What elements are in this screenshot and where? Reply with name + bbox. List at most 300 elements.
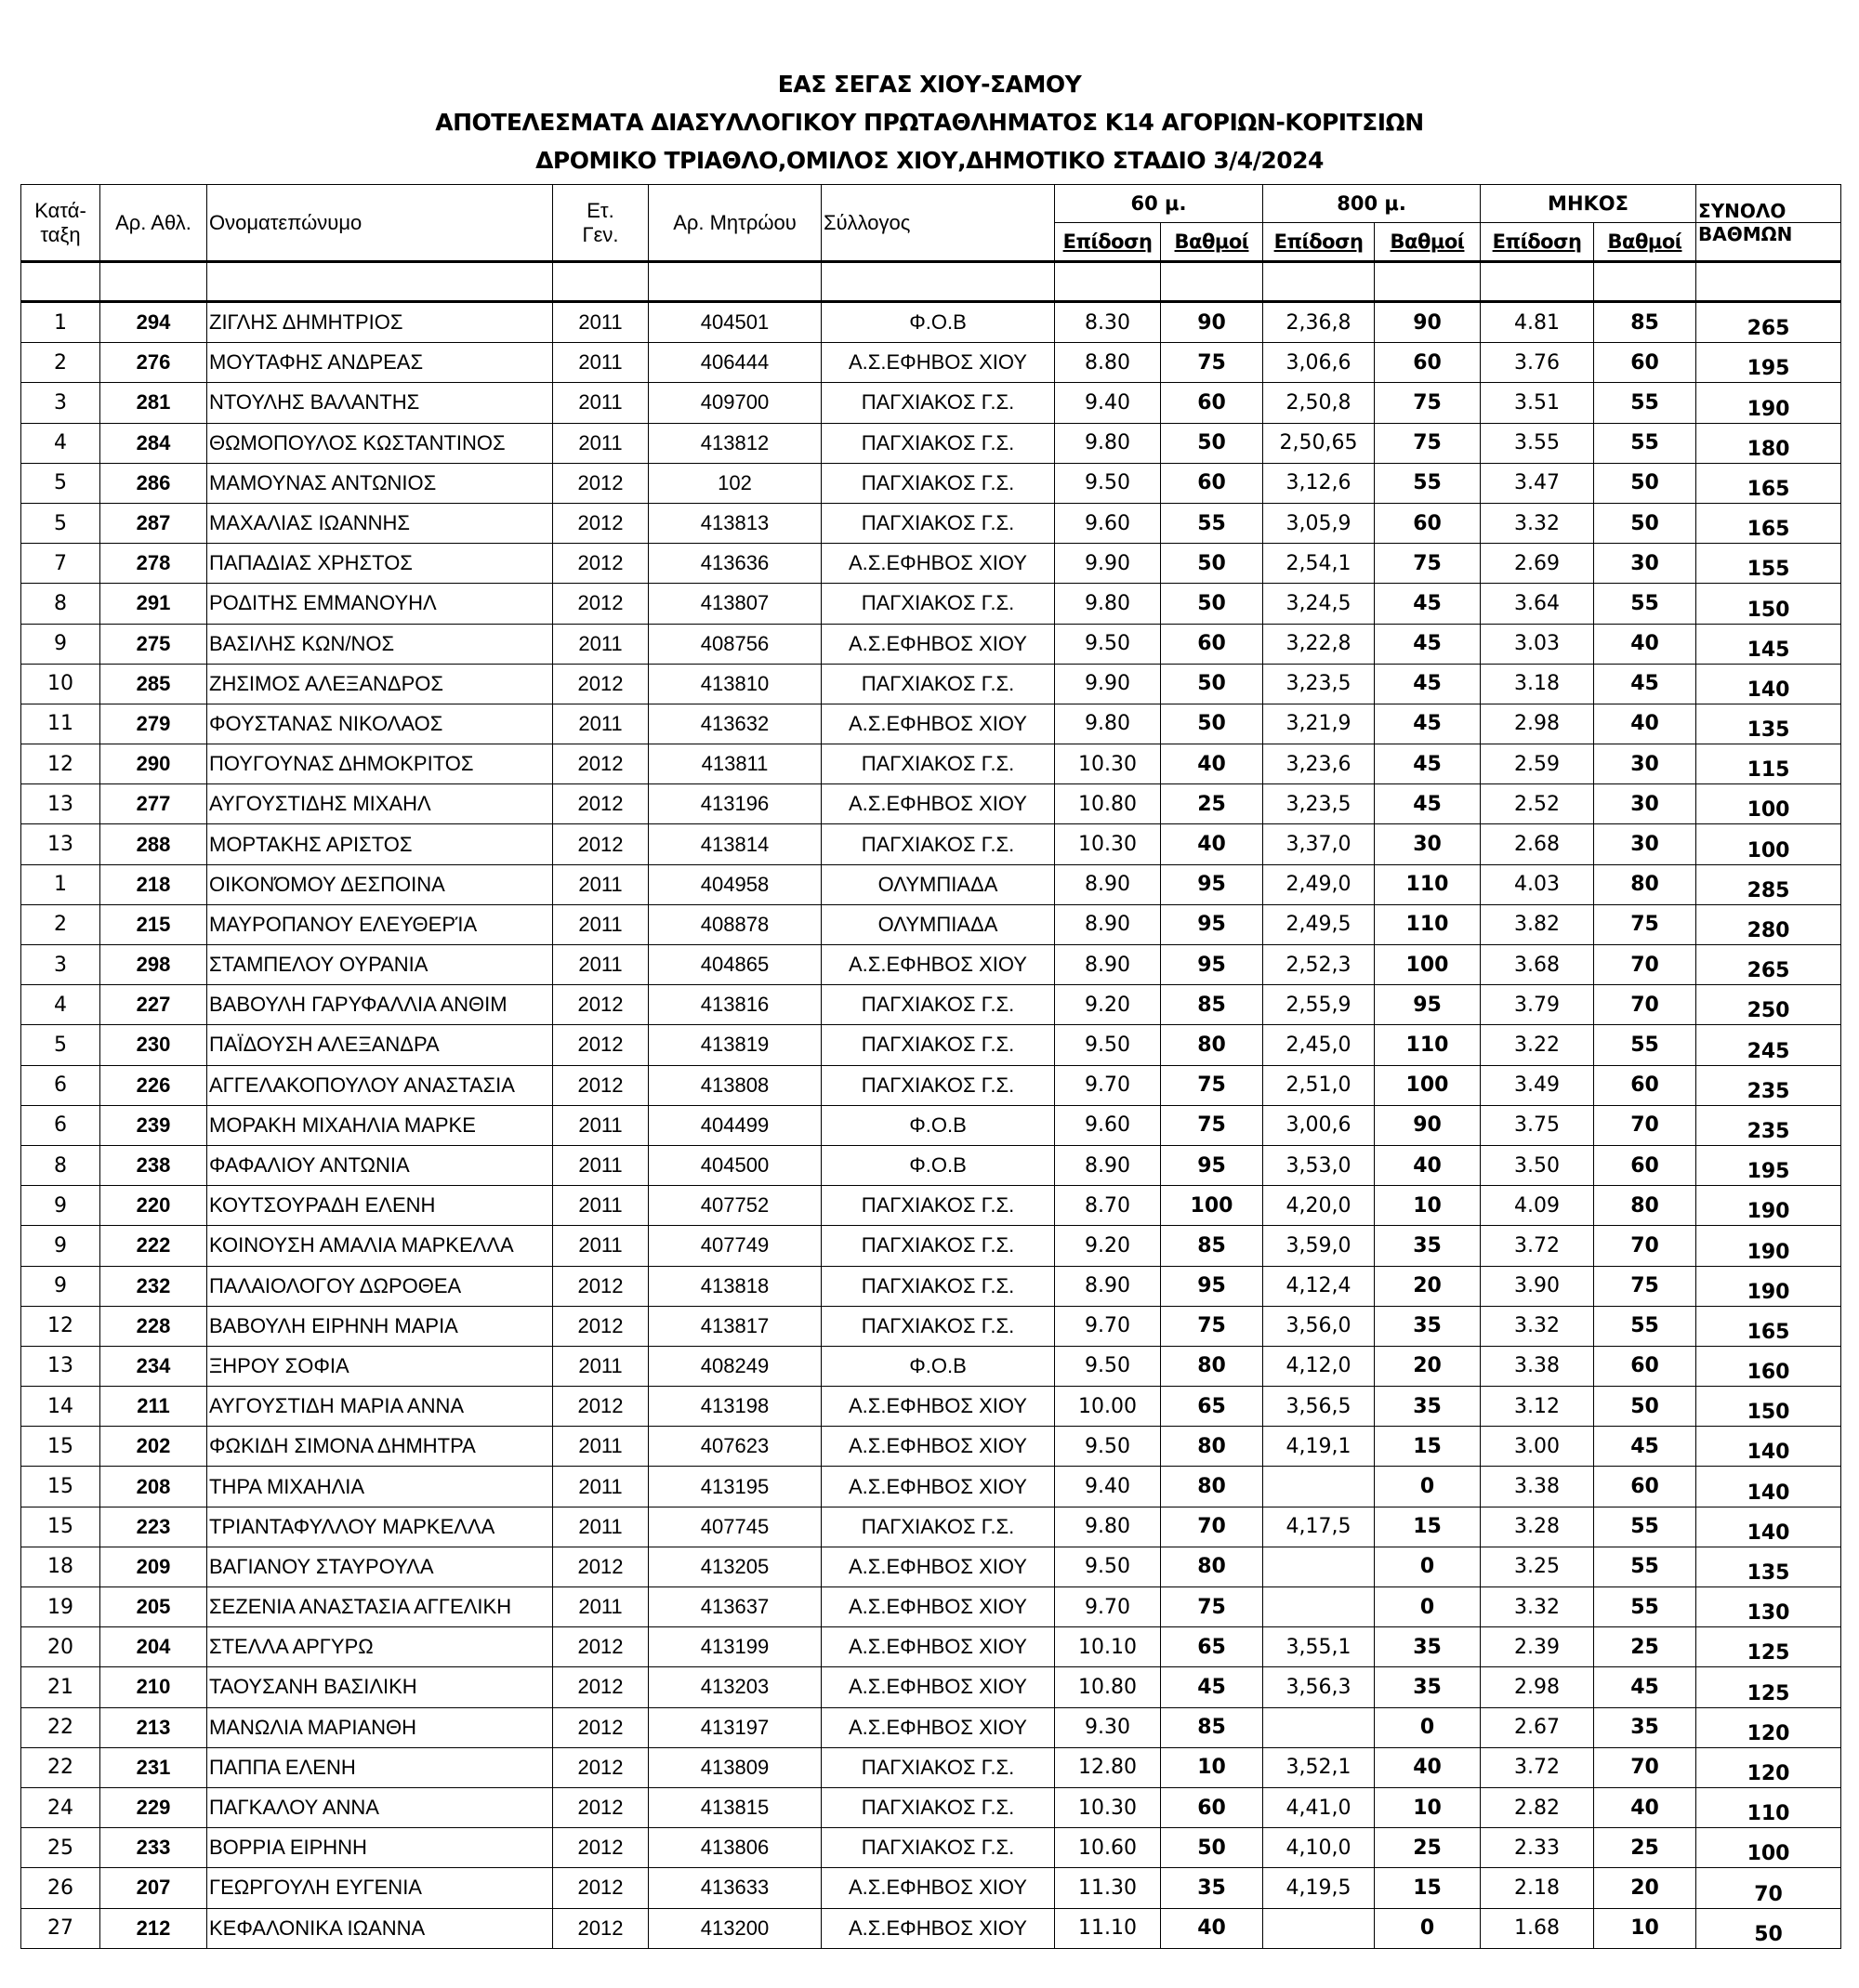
registry-number-cell: 413814 <box>649 824 822 864</box>
rank-cell: 15 <box>21 1427 100 1467</box>
total-points-cell: 140 <box>1696 1507 1841 1547</box>
long-jump-performance-cell: 2.68 <box>1481 824 1594 864</box>
birth-year-cell: 2012 <box>553 503 649 543</box>
sprint-60m-performance-cell: 9.50 <box>1055 463 1161 503</box>
club-cell: Φ.Ο.Β <box>822 1145 1055 1185</box>
athlete-number-cell: 229 <box>100 1787 207 1827</box>
long-jump-points-cell: 45 <box>1594 1667 1696 1707</box>
long-jump-points-cell: 25 <box>1594 1627 1696 1667</box>
club-cell: ΠΑΓΧΙΑΚΟΣ Γ.Σ. <box>822 664 1055 704</box>
sprint-60m-performance-cell: 9.50 <box>1055 1547 1161 1586</box>
athlete-number-cell: 227 <box>100 985 207 1025</box>
club-cell: Φ.Ο.Β <box>822 302 1055 343</box>
header-row-main <box>21 185 1841 223</box>
birth-year-cell: 2012 <box>553 1065 649 1105</box>
long-jump-performance-cell: 2.98 <box>1481 704 1594 744</box>
sprint-60m-performance-cell: 9.80 <box>1055 1507 1161 1547</box>
header-800m-points: Βαθμοί <box>1375 223 1481 262</box>
long-jump-points-cell: 55 <box>1594 1587 1696 1627</box>
run-800m-performance-cell: 3,05,9 <box>1263 503 1375 543</box>
club-cell: Α.Σ.ΕΦΗΒΟΣ ΧΙΟΥ <box>822 1667 1055 1707</box>
run-800m-points-cell: 40 <box>1375 1747 1481 1787</box>
registry-number-cell: 413807 <box>649 584 822 624</box>
run-800m-points-cell: 110 <box>1375 864 1481 904</box>
sprint-60m-performance-cell: 9.80 <box>1055 704 1161 744</box>
run-800m-points-cell: 0 <box>1375 1467 1481 1507</box>
athlete-number-cell: 291 <box>100 584 207 624</box>
run-800m-points-cell: 45 <box>1375 784 1481 824</box>
athlete-number-cell: 294 <box>100 302 207 343</box>
sprint-60m-performance-cell: 9.20 <box>1055 1226 1161 1266</box>
rank-cell: 4 <box>21 985 100 1025</box>
long-jump-performance-cell: 3.12 <box>1481 1387 1594 1427</box>
athlete-number-cell: 231 <box>100 1747 207 1787</box>
sprint-60m-points-cell: 60 <box>1161 383 1263 423</box>
header-total-line1: ΣΥΝΟΛΟ <box>1696 185 1841 223</box>
run-800m-performance-cell: 3,23,5 <box>1263 784 1375 824</box>
total-points-cell: 125 <box>1696 1667 1841 1707</box>
run-800m-points-cell: 75 <box>1375 423 1481 463</box>
club-cell: ΟΛΥΜΠΙΑΔΑ <box>822 864 1055 904</box>
athlete-name-cell: ΚΕΦΑΛΟΝΙΚΑ ΙΩΑΝΝΑ <box>207 1908 553 1948</box>
rank-cell: 2 <box>21 904 100 944</box>
long-jump-points-cell: 60 <box>1594 343 1696 383</box>
sprint-60m-points-cell: 40 <box>1161 1908 1263 1948</box>
header-long-jump-performance: Επίδοση <box>1481 223 1594 262</box>
total-points-cell: 235 <box>1696 1105 1841 1145</box>
rank-cell: 13 <box>21 824 100 864</box>
registry-number-cell: 413808 <box>649 1065 822 1105</box>
long-jump-points-cell: 50 <box>1594 503 1696 543</box>
header-60m-performance: Επίδοση <box>1055 223 1161 262</box>
run-800m-performance-cell: 3,00,6 <box>1263 1105 1375 1145</box>
rank-cell: 14 <box>21 1387 100 1427</box>
sprint-60m-performance-cell: 9.60 <box>1055 503 1161 543</box>
run-800m-points-cell: 10 <box>1375 1186 1481 1226</box>
registry-number-cell: 404500 <box>649 1145 822 1185</box>
registry-number-cell: 413813 <box>649 503 822 543</box>
birth-year-cell: 2011 <box>553 1507 649 1547</box>
rank-cell: 3 <box>21 945 100 985</box>
athlete-number-cell: 288 <box>100 824 207 864</box>
run-800m-performance-cell: 2,51,0 <box>1263 1065 1375 1105</box>
long-jump-performance-cell: 4.81 <box>1481 302 1594 343</box>
registry-number-cell: 407752 <box>649 1186 822 1226</box>
long-jump-points-cell: 75 <box>1594 1266 1696 1306</box>
birth-year-cell: 2011 <box>553 1427 649 1467</box>
sprint-60m-points-cell: 85 <box>1161 1226 1263 1266</box>
header-long-jump-points: Βαθμοί <box>1594 223 1696 262</box>
athlete-name-cell: ΑΥΓΟΥΣΤΙΔΗΣ ΜΙΧΑΗΛ <box>207 784 553 824</box>
run-800m-points-cell: 95 <box>1375 985 1481 1025</box>
long-jump-performance-cell: 3.22 <box>1481 1025 1594 1065</box>
rank-cell: 26 <box>21 1868 100 1908</box>
birth-year-cell: 2012 <box>553 1627 649 1667</box>
club-cell: ΠΑΓΧΙΑΚΟΣ Γ.Σ. <box>822 1065 1055 1105</box>
sprint-60m-performance-cell: 8.90 <box>1055 904 1161 944</box>
long-jump-points-cell: 60 <box>1594 1145 1696 1185</box>
long-jump-performance-cell: 3.68 <box>1481 945 1594 985</box>
birth-year-cell: 2012 <box>553 1667 649 1707</box>
rank-cell: 5 <box>21 503 100 543</box>
long-jump-performance-cell: 2.59 <box>1481 744 1594 784</box>
birth-year-cell: 2012 <box>553 824 649 864</box>
registry-number-cell: 404958 <box>649 864 822 904</box>
total-points-cell: 195 <box>1696 343 1841 383</box>
sprint-60m-performance-cell: 9.60 <box>1055 1105 1161 1145</box>
sprint-60m-performance-cell: 10.60 <box>1055 1828 1161 1868</box>
table-row <box>21 784 1841 824</box>
athlete-name-cell: ΜΑΥΡΟΠΑΝΟΥ ΕΛΕΥΘΕΡΊΑ <box>207 904 553 944</box>
athlete-name-cell: ΠΟΥΓΟΥΝΑΣ ΔΗΜΟΚΡΙΤΟΣ <box>207 744 553 784</box>
birth-year-cell: 2012 <box>553 544 649 584</box>
table-row <box>21 423 1841 463</box>
sprint-60m-performance-cell: 9.50 <box>1055 1427 1161 1467</box>
athlete-name-cell: ΤΗΡΑ ΜΙΧΑΗΛΙΑ <box>207 1467 553 1507</box>
title-championship: ΑΠΟΤΕΛΕΣΜΑΤΑ ΔΙΑΣΥΛΛΟΓΙΚΟΥ ΠΡΩΤΑΘΛΗΜΑΤΟΣ Κ14 ΑΓΟΡΙΩΝ-ΚΟΡΙΤΣΙΩΝ <box>435 109 1424 136</box>
run-800m-points-cell: 10 <box>1375 1787 1481 1827</box>
total-points-cell: 190 <box>1696 1266 1841 1306</box>
club-cell: ΠΑΓΧΙΑΚΟΣ Γ.Σ. <box>822 744 1055 784</box>
table-row <box>21 1908 1841 1948</box>
total-points-cell: 120 <box>1696 1747 1841 1787</box>
sprint-60m-performance-cell: 9.40 <box>1055 1467 1161 1507</box>
rank-cell: 7 <box>21 544 100 584</box>
club-cell: Α.Σ.ΕΦΗΒΟΣ ΧΙΟΥ <box>822 343 1055 383</box>
sprint-60m-performance-cell: 10.30 <box>1055 744 1161 784</box>
sprint-60m-points-cell: 55 <box>1161 503 1263 543</box>
sprint-60m-points-cell: 95 <box>1161 864 1263 904</box>
table-row <box>21 904 1841 944</box>
athlete-number-cell: 230 <box>100 1025 207 1065</box>
sprint-60m-performance-cell: 9.70 <box>1055 1587 1161 1627</box>
birth-year-cell: 2011 <box>553 1226 649 1266</box>
run-800m-points-cell: 60 <box>1375 503 1481 543</box>
athlete-number-cell: 234 <box>100 1346 207 1386</box>
title-event-venue: ΔΡΟΜΙΚΟ ΤΡΙΑΘΛΟ,ΟΜΙΛΟΣ ΧΙΟΥ,ΔΗΜΟΤΙΚΟ ΣΤΑΔΙΟ 3/4/2024 <box>535 147 1324 174</box>
table-row <box>21 302 1841 343</box>
long-jump-points-cell: 30 <box>1594 784 1696 824</box>
total-points-cell: 110 <box>1696 1787 1841 1827</box>
club-cell: Α.Σ.ΕΦΗΒΟΣ ΧΙΟΥ <box>822 1387 1055 1427</box>
run-800m-performance-cell: 2,50,65 <box>1263 423 1375 463</box>
long-jump-points-cell: 70 <box>1594 1105 1696 1145</box>
long-jump-performance-cell: 2.82 <box>1481 1787 1594 1827</box>
athlete-number-cell: 238 <box>100 1145 207 1185</box>
athlete-name-cell: ΠΑΠΠΑ ΕΛΕΝΗ <box>207 1747 553 1787</box>
sprint-60m-points-cell: 95 <box>1161 945 1263 985</box>
table-row <box>21 1828 1841 1868</box>
run-800m-performance-cell: 4,17,5 <box>1263 1507 1375 1547</box>
sprint-60m-performance-cell: 12.80 <box>1055 1747 1161 1787</box>
title-federation: ΕΑΣ ΣΕΓΑΣ ΧΙΟΥ-ΣΑΜΟΥ <box>777 71 1082 98</box>
long-jump-performance-cell: 3.18 <box>1481 664 1594 704</box>
run-800m-performance-cell: 3,52,1 <box>1263 1747 1375 1787</box>
table-row <box>21 1145 1841 1185</box>
header-total-line2: ΒΑΘΜΩΝ <box>1696 223 1841 262</box>
rank-cell: 8 <box>21 1145 100 1185</box>
club-cell: Φ.Ο.Β <box>822 1346 1055 1386</box>
athlete-number-cell: 218 <box>100 864 207 904</box>
total-points-cell: 190 <box>1696 1186 1841 1226</box>
sprint-60m-performance-cell: 10.10 <box>1055 1627 1161 1667</box>
table-row <box>21 503 1841 543</box>
long-jump-points-cell: 25 <box>1594 1828 1696 1868</box>
sprint-60m-performance-cell: 9.90 <box>1055 664 1161 704</box>
run-800m-points-cell: 90 <box>1375 1105 1481 1145</box>
athlete-name-cell: ΑΥΓΟΥΣΤΙΔΗ ΜΑΡΙΑ ΑΝΝΑ <box>207 1387 553 1427</box>
run-800m-performance-cell: 2,55,9 <box>1263 985 1375 1025</box>
long-jump-points-cell: 30 <box>1594 544 1696 584</box>
table-row <box>21 1787 1841 1827</box>
athlete-name-cell: ΑΓΓΕΛΑΚΟΠΟΥΛΟΥ ΑΝΑΣΤΑΣΙΑ <box>207 1065 553 1105</box>
run-800m-performance-cell: 3,56,3 <box>1263 1667 1375 1707</box>
long-jump-performance-cell: 2.18 <box>1481 1868 1594 1908</box>
sprint-60m-performance-cell: 8.70 <box>1055 1186 1161 1226</box>
athlete-number-cell: 207 <box>100 1868 207 1908</box>
athlete-number-cell: 281 <box>100 383 207 423</box>
athlete-name-cell: ΣΤΕΛΛΑ ΑΡΓΥΡΩ <box>207 1627 553 1667</box>
athlete-number-cell: 276 <box>100 343 207 383</box>
registry-number-cell: 404501 <box>649 302 822 343</box>
rank-cell: 8 <box>21 584 100 624</box>
athlete-name-cell: ΝΤΟΥΛΗΣ ΒΑΛΑΝΤΗΣ <box>207 383 553 423</box>
long-jump-points-cell: 55 <box>1594 1306 1696 1346</box>
long-jump-performance-cell: 3.38 <box>1481 1346 1594 1386</box>
club-cell: Α.Σ.ΕΦΗΒΟΣ ΧΙΟΥ <box>822 1868 1055 1908</box>
registry-number-cell: 413199 <box>649 1627 822 1667</box>
birth-year-cell: 2011 <box>553 624 649 664</box>
sprint-60m-performance-cell: 9.50 <box>1055 1025 1161 1065</box>
table-row <box>21 1427 1841 1467</box>
club-cell: Α.Σ.ΕΦΗΒΟΣ ΧΙΟΥ <box>822 1908 1055 1948</box>
athlete-number-cell: 279 <box>100 704 207 744</box>
sprint-60m-performance-cell: 10.80 <box>1055 1667 1161 1707</box>
athlete-name-cell: ΒΑΒΟΥΛΗ ΓΑΡΥΦΑΛΛΙΑ ΑΝΘΙΜ <box>207 985 553 1025</box>
total-points-cell: 250 <box>1696 985 1841 1025</box>
athlete-number-cell: 205 <box>100 1587 207 1627</box>
sprint-60m-points-cell: 80 <box>1161 1467 1263 1507</box>
run-800m-performance-cell: 2,52,3 <box>1263 945 1375 985</box>
run-800m-points-cell: 110 <box>1375 904 1481 944</box>
club-cell: Φ.Ο.Β <box>822 1105 1055 1145</box>
long-jump-performance-cell: 3.03 <box>1481 624 1594 664</box>
sprint-60m-performance-cell: 8.30 <box>1055 302 1161 343</box>
long-jump-performance-cell: 3.50 <box>1481 1145 1594 1185</box>
club-cell: ΠΑΓΧΙΑΚΟΣ Γ.Σ. <box>822 1747 1055 1787</box>
run-800m-points-cell: 0 <box>1375 1587 1481 1627</box>
table-row <box>21 1507 1841 1547</box>
club-cell: ΠΑΓΧΙΑΚΟΣ Γ.Σ. <box>822 503 1055 543</box>
athlete-name-cell: ΜΟΥΤΑΦΗΣ ΑΝΔΡΕΑΣ <box>207 343 553 383</box>
sprint-60m-performance-cell: 9.90 <box>1055 544 1161 584</box>
athlete-name-cell: ΦΑΦΑΛΙΟΥ ΑΝΤΩΝΙΑ <box>207 1145 553 1185</box>
birth-year-cell: 2011 <box>553 302 649 343</box>
registry-number-cell: 406444 <box>649 343 822 383</box>
athlete-name-cell: ΤΡΙΑΝΤΑΦΥΛΛΟΥ ΜΑΡΚΕΛΛΑ <box>207 1507 553 1547</box>
club-cell: ΠΑΓΧΙΑΚΟΣ Γ.Σ. <box>822 1266 1055 1306</box>
athlete-number-cell: 209 <box>100 1547 207 1586</box>
rank-cell: 18 <box>21 1547 100 1586</box>
sprint-60m-performance-cell: 8.80 <box>1055 343 1161 383</box>
sprint-60m-performance-cell: 10.30 <box>1055 1787 1161 1827</box>
club-cell: ΠΑΓΧΙΑΚΟΣ Γ.Σ. <box>822 383 1055 423</box>
table-row <box>21 1467 1841 1507</box>
total-points-cell: 245 <box>1696 1025 1841 1065</box>
long-jump-performance-cell: 2.67 <box>1481 1707 1594 1747</box>
registry-number-cell: 408878 <box>649 904 822 944</box>
table-row <box>21 1226 1841 1266</box>
sprint-60m-points-cell: 75 <box>1161 1306 1263 1346</box>
table-row <box>21 1065 1841 1105</box>
club-cell: ΠΑΓΧΙΑΚΟΣ Γ.Σ. <box>822 423 1055 463</box>
athlete-number-cell: 208 <box>100 1467 207 1507</box>
athlete-number-cell: 239 <box>100 1105 207 1145</box>
sprint-60m-points-cell: 85 <box>1161 1707 1263 1747</box>
registry-number-cell: 413195 <box>649 1467 822 1507</box>
total-points-cell: 190 <box>1696 383 1841 423</box>
club-cell: Α.Σ.ΕΦΗΒΟΣ ΧΙΟΥ <box>822 784 1055 824</box>
long-jump-performance-cell: 3.72 <box>1481 1747 1594 1787</box>
rank-cell: 3 <box>21 383 100 423</box>
athlete-name-cell: ΠΑΓΚΑΛΟΥ ΑΝΝΑ <box>207 1787 553 1827</box>
registry-number-cell: 413806 <box>649 1828 822 1868</box>
sprint-60m-points-cell: 65 <box>1161 1627 1263 1667</box>
run-800m-points-cell: 75 <box>1375 383 1481 423</box>
table-row <box>21 744 1841 784</box>
club-cell: Α.Σ.ΕΦΗΒΟΣ ΧΙΟΥ <box>822 1547 1055 1586</box>
athlete-name-cell: ΒΑΓΙΑΝΟΥ ΣΤΑΥΡΟΥΛΑ <box>207 1547 553 1586</box>
long-jump-points-cell: 70 <box>1594 945 1696 985</box>
total-points-cell: 50 <box>1696 1908 1841 1948</box>
long-jump-performance-cell: 3.82 <box>1481 904 1594 944</box>
birth-year-cell: 2012 <box>553 1828 649 1868</box>
birth-year-cell: 2011 <box>553 945 649 985</box>
long-jump-points-cell: 30 <box>1594 824 1696 864</box>
sprint-60m-points-cell: 25 <box>1161 784 1263 824</box>
rank-cell: 22 <box>21 1707 100 1747</box>
total-points-cell: 140 <box>1696 664 1841 704</box>
athlete-name-cell: ΒΑΒΟΥΛΗ ΕΙΡΗΝΗ ΜΑΡΙΑ <box>207 1306 553 1346</box>
total-points-cell: 180 <box>1696 423 1841 463</box>
long-jump-performance-cell: 3.25 <box>1481 1547 1594 1586</box>
total-points-cell: 265 <box>1696 302 1841 343</box>
birth-year-cell: 2011 <box>553 904 649 944</box>
long-jump-performance-cell: 2.69 <box>1481 544 1594 584</box>
athlete-name-cell: ΖΗΣΙΜΟΣ ΑΛΕΞΑΝΔΡΟΣ <box>207 664 553 704</box>
long-jump-points-cell: 55 <box>1594 1025 1696 1065</box>
run-800m-points-cell: 35 <box>1375 1627 1481 1667</box>
run-800m-points-cell: 15 <box>1375 1507 1481 1547</box>
registry-number-cell: 409700 <box>649 383 822 423</box>
club-cell: ΠΑΓΧΙΑΚΟΣ Γ.Σ. <box>822 1186 1055 1226</box>
sprint-60m-points-cell: 80 <box>1161 1346 1263 1386</box>
header-athlete-number: Αρ. Αθλ. <box>100 185 207 262</box>
table-row <box>21 704 1841 744</box>
run-800m-points-cell: 0 <box>1375 1707 1481 1747</box>
rank-cell: 21 <box>21 1667 100 1707</box>
total-points-cell: 280 <box>1696 904 1841 944</box>
long-jump-performance-cell: 2.39 <box>1481 1627 1594 1667</box>
total-points-cell: 155 <box>1696 544 1841 584</box>
run-800m-points-cell: 45 <box>1375 664 1481 704</box>
registry-number-cell: 407623 <box>649 1427 822 1467</box>
athlete-name-cell: ΣΕΖΕΝΙΑ ΑΝΑΣΤΑΣΙΑ ΑΓΓΕΛΙΚΗ <box>207 1587 553 1627</box>
header-registry-number: Αρ. Μητρώου <box>649 185 822 262</box>
run-800m-performance-cell: 2,36,8 <box>1263 302 1375 343</box>
athlete-number-cell: 277 <box>100 784 207 824</box>
birth-year-cell: 2012 <box>553 1306 649 1346</box>
club-cell: Α.Σ.ΕΦΗΒΟΣ ΧΙΟΥ <box>822 624 1055 664</box>
sprint-60m-performance-cell: 9.80 <box>1055 584 1161 624</box>
sprint-60m-performance-cell: 9.50 <box>1055 1346 1161 1386</box>
birth-year-cell: 2011 <box>553 1186 649 1226</box>
sprint-60m-points-cell: 60 <box>1161 463 1263 503</box>
run-800m-points-cell: 20 <box>1375 1266 1481 1306</box>
club-cell: ΠΑΓΧΙΑΚΟΣ Γ.Σ. <box>822 463 1055 503</box>
rank-cell: 12 <box>21 744 100 784</box>
rank-cell: 1 <box>21 302 100 343</box>
club-cell: ΠΑΓΧΙΑΚΟΣ Γ.Σ. <box>822 985 1055 1025</box>
run-800m-performance-cell: 4,19,5 <box>1263 1868 1375 1908</box>
long-jump-performance-cell: 3.32 <box>1481 503 1594 543</box>
rank-cell: 10 <box>21 664 100 704</box>
athlete-name-cell: ΠΑΪΔΟΥΣΗ ΑΛΕΞΑΝΔΡΑ <box>207 1025 553 1065</box>
header-60m-points: Βαθμοί <box>1161 223 1263 262</box>
registry-number-cell: 413197 <box>649 1707 822 1747</box>
long-jump-performance-cell: 3.00 <box>1481 1427 1594 1467</box>
sprint-60m-performance-cell: 10.00 <box>1055 1387 1161 1427</box>
total-points-cell: 140 <box>1696 1467 1841 1507</box>
sprint-60m-points-cell: 40 <box>1161 824 1263 864</box>
club-cell: Α.Σ.ΕΦΗΒΟΣ ΧΙΟΥ <box>822 544 1055 584</box>
run-800m-performance-cell: 2,50,8 <box>1263 383 1375 423</box>
table-row <box>21 1186 1841 1226</box>
document-titles <box>0 65 1859 179</box>
registry-number-cell: 413200 <box>649 1908 822 1948</box>
total-points-cell: 265 <box>1696 945 1841 985</box>
run-800m-performance-cell: 3,37,0 <box>1263 824 1375 864</box>
run-800m-performance-cell: 4,41,0 <box>1263 1787 1375 1827</box>
long-jump-performance-cell: 3.32 <box>1481 1587 1594 1627</box>
long-jump-performance-cell: 2.33 <box>1481 1828 1594 1868</box>
header-club: Σύλλογος <box>822 185 1055 262</box>
rank-cell: 27 <box>21 1908 100 1948</box>
birth-year-cell: 2011 <box>553 704 649 744</box>
athlete-number-cell: 212 <box>100 1908 207 1948</box>
long-jump-points-cell: 55 <box>1594 1547 1696 1586</box>
run-800m-performance-cell: 4,10,0 <box>1263 1828 1375 1868</box>
long-jump-points-cell: 55 <box>1594 584 1696 624</box>
birth-year-cell: 2011 <box>553 343 649 383</box>
athlete-number-cell: 233 <box>100 1828 207 1868</box>
sprint-60m-points-cell: 80 <box>1161 1025 1263 1065</box>
athlete-number-cell: 215 <box>100 904 207 944</box>
run-800m-points-cell: 100 <box>1375 945 1481 985</box>
athlete-name-cell: ΖΙΓΛΗΣ ΔΗΜΗΤΡΙΟΣ <box>207 302 553 343</box>
rank-cell: 11 <box>21 704 100 744</box>
long-jump-points-cell: 60 <box>1594 1346 1696 1386</box>
registry-number-cell: 413196 <box>649 784 822 824</box>
long-jump-performance-cell: 2.52 <box>1481 784 1594 824</box>
long-jump-points-cell: 40 <box>1594 1787 1696 1827</box>
athlete-name-cell: ΠΑΛΑΙΟΛΟΓΟΥ ΔΩΡΟΘΕΑ <box>207 1266 553 1306</box>
long-jump-points-cell: 70 <box>1594 985 1696 1025</box>
long-jump-performance-cell: 3.28 <box>1481 1507 1594 1547</box>
run-800m-points-cell: 35 <box>1375 1387 1481 1427</box>
total-points-cell: 100 <box>1696 784 1841 824</box>
sprint-60m-points-cell: 50 <box>1161 544 1263 584</box>
